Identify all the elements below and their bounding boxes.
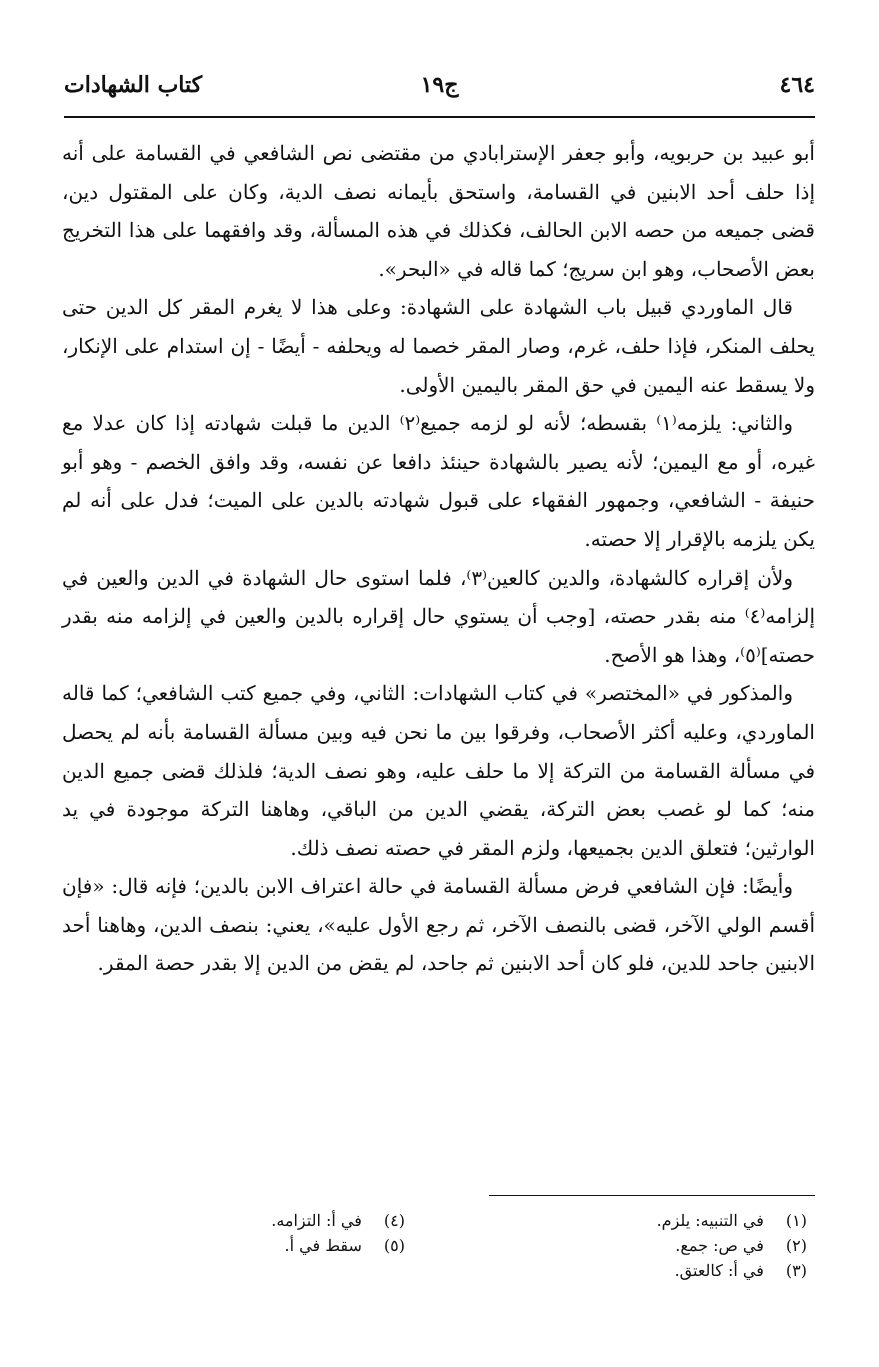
footnote-number: (١) xyxy=(785,1211,807,1230)
footnote-item xyxy=(75,1208,405,1233)
running-header xyxy=(64,72,815,108)
footnote-number: (٣) xyxy=(785,1261,807,1280)
footnote-number: (٢) xyxy=(785,1236,807,1255)
paragraph-4: ولأن إقراره كالشهادة، والدين كالعين⁽٣⁾، فلما استوى حال الشهادة في الدين والعين في إلزامه⁽٤⁾ منه بقدر حصته، [وجب أن يستوي حال إقراره بالدين والعين في إلزامه منه بقدر حصته]⁽٥⁾، وهذا هو الأصح. xyxy=(62,565,815,667)
header-divider xyxy=(64,116,815,118)
footnote-divider xyxy=(489,1195,815,1196)
footnote-text: في ص: جمع. xyxy=(675,1236,764,1255)
footnote-text: في أ: التزامه. xyxy=(271,1211,362,1230)
paragraph-6: وأيضًا: فإن الشافعي فرض مسألة القسامة في حالة اعتراف الابن بالدين؛ فإنه قال: «فإن أقسم الولي الآخر، قضى بالنصف الآخر، ثم رجع الأول عليه»، يعني: بنصف الدين، وهاهنا أحد الابنين جاحد للدين، فلو كان أحد الابنين ثم جاحد، لم يقض من الدين إلا بقدر حصة المقر. xyxy=(62,874,815,976)
footnote-text: سقط في أ. xyxy=(284,1236,362,1255)
footnote-item xyxy=(477,1208,807,1233)
main-text xyxy=(62,134,815,983)
paragraph-2: قال الماوردي قبيل باب الشهادة على الشهادة: وعلى هذا لا يغرم المقر كل الدين حتى يحلف المنكر، فإذا حلف، غرم، وصار المقر خصما له ويحلفه - أيضًا - إن استدام على الإنكار، ولا يسقط عنه اليمين في حق المقر باليمين الأولى. xyxy=(62,295,815,397)
footnote-item xyxy=(477,1258,807,1283)
footnote-item xyxy=(477,1233,807,1258)
paragraph-5: والمذكور في «المختصر» في كتاب الشهادات: الثاني، وفي جميع كتب الشافعي؛ كما قاله الماوردي، وعليه أكثر الأصحاب، وفرقوا بين ما نحن فيه وبين مسألة القسامة بأنه لم يحصل في مسألة القسامة من التركة إلا ما حلف عليه، وهو نصف الدية؛ فلذلك قضى جميع الدين منه؛ كما لو غصب بعض التركة، يقضي الدين من الباقي، وهاهنا التركة موجودة في يد الوارثين؛ فتعلق الدين بجميعها، ولزم المقر في حصته نصف ذلك. xyxy=(62,681,815,860)
footnote-number: (٥) xyxy=(383,1236,405,1255)
footnotes-right-column xyxy=(477,1208,807,1283)
footnote-text: في التنبيه: يلزم. xyxy=(656,1211,764,1230)
volume-label: ج١٩ xyxy=(420,72,459,98)
paragraph-3: والثاني: يلزمه⁽١⁾ بقسطه؛ لأنه لو لزمه جميع⁽٢⁾ الدين ما قبلت شهادته إذا كان عدلا مع غيره، أو مع اليمين؛ لأنه يصير بالشهادة حينئذ دافعا عن نفسه، وقد وافق الخصم - وهو أبو حنيفة - الشافعي، وجمهور الفقهاء على قبول شهادته بالدين على الميت؛ فدل على أنه لم يكن يلزمه بالإقرار إلا حصته. xyxy=(62,411,815,551)
footnote-text: في أ: كالعتق. xyxy=(674,1261,764,1280)
page-number: ٤٦٤ xyxy=(779,72,815,98)
book-title: كتاب الشهادات xyxy=(64,72,203,98)
footnote-number: (٤) xyxy=(383,1211,405,1230)
paragraph-1: أبو عبيد بن حربويه، وأبو جعفر الإسترابادي من مقتضى نص الشافعي في القسامة على أنه إذا حلف أحد الابنين في القسامة، واستحق بأيمانه نصف الدية، وكان على المقتول دين، قضى جميعه من حصه الابن الحالف، فكذلك في هذه المسألة، وقد وافقهما على هذا التخريج بعض الأصحاب، وهو ابن سريج؛ كما قاله في «البحر». xyxy=(62,141,815,281)
footnote-item xyxy=(75,1233,405,1258)
footnotes-left-column xyxy=(75,1208,405,1258)
